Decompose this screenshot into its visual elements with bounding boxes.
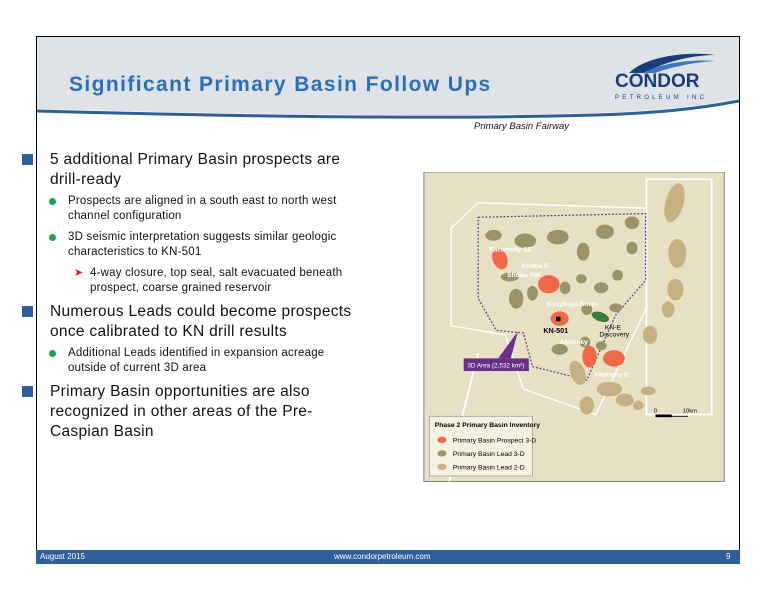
page-title: Significant Primary Basin Follow Ups (69, 73, 492, 96)
label-discovery: Discovery (599, 331, 630, 339)
label-akshoky-e: Akshoky E (594, 371, 629, 379)
footer-date: August 2015 (40, 552, 85, 561)
header-band (37, 37, 739, 129)
legend-item: Primary Basin Lead 3-D (452, 451, 525, 459)
logo-wordmark: CONDOR (615, 71, 700, 92)
label-3d-area: 3D Area (2,532 km²) (467, 362, 525, 370)
logo-subtitle: PETROLEUM INC (615, 95, 708, 101)
kn501-well-icon (556, 317, 561, 322)
label-kn501: KN-501 (543, 326, 569, 336)
legend-title: Phase 2 Primary Basin Inventory (434, 422, 541, 430)
arrow-bullet-icon: ➤ (74, 267, 84, 279)
label-kne: KN-E (604, 324, 622, 332)
bullet-level2 (22, 230, 362, 260)
legend-item: Primary Basin Lead 2-D (452, 464, 525, 472)
label-karamsay: Karamsay SE (489, 246, 533, 254)
legend-swatch-prospect (437, 437, 446, 443)
bullet-text: Additional Leads identified in expansion acreage outside of current 3D area (68, 347, 325, 374)
bullet-level2 (22, 194, 362, 224)
legend-swatch-lead2d (437, 464, 446, 470)
scale-zero: 0 (653, 408, 657, 415)
bullet-text: 3D seismic interpretation suggests similar geologic characteristics to KN-501 (68, 231, 337, 258)
square-bullet-icon (22, 306, 33, 317)
scale-bar-segment (656, 414, 672, 417)
legend-swatch-lead3d (437, 450, 446, 456)
bullet-text: Prospects are aligned in a south east to north west channel configuration (68, 195, 337, 222)
bullet-text: 5 additional Primary Basin prospects are drill-ready (50, 151, 341, 188)
bullet-list (22, 150, 362, 446)
fairway-map (409, 172, 741, 514)
footer-url: www.condorpetroleum.com (334, 552, 431, 561)
bullet-level1 (22, 150, 362, 190)
dot-bullet-icon (49, 350, 56, 357)
dot-bullet-icon (49, 198, 56, 205)
bullet-level1 (22, 382, 362, 442)
legend-item: Primary Basin Prospect 3-D (452, 437, 537, 445)
label-shoba-e: Shoba E (521, 262, 549, 270)
bullet-level2 (22, 346, 362, 376)
scale-ten: 10km (682, 408, 698, 415)
company-logo (615, 51, 719, 119)
square-bullet-icon (22, 154, 33, 165)
label-shoba-sw: Shoba SW (507, 271, 541, 279)
dot-bullet-icon (49, 234, 56, 241)
bullet-level3 (22, 266, 362, 296)
label-akshoky: Akshoky (559, 338, 588, 346)
bullet-text: 4-way closure, top seal, salt evacuated beneath prospect, coarse grained reservoir (90, 267, 343, 294)
bullet-level1 (22, 302, 362, 342)
bullet-text: Primary Basin opportunities are also recognized in other areas of the Pre-Caspian Basin (50, 383, 313, 440)
label-kyzylkiya: Kyzylkiya North (546, 300, 598, 308)
map-caption: Primary Basin Fairway (474, 121, 570, 132)
square-bullet-icon (22, 386, 33, 397)
footer-bar (36, 550, 740, 564)
footer-page-number: 9 (726, 552, 731, 561)
bullet-text: Numerous Leads could become prospects once calibrated to KN drill results (50, 303, 352, 340)
